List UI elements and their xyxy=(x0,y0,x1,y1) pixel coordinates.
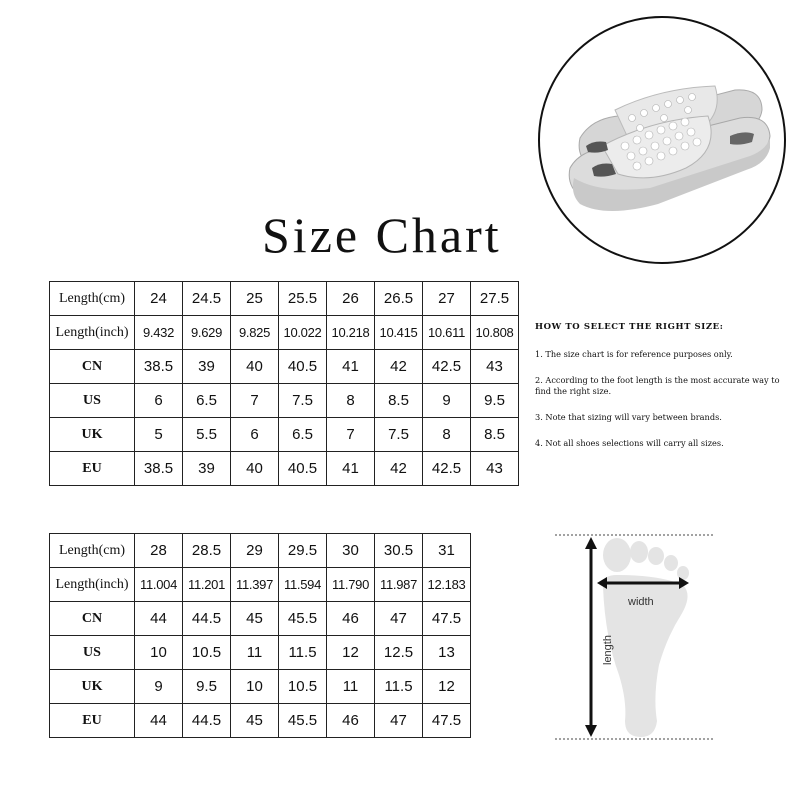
row-label: EU xyxy=(50,704,135,738)
row-label: Length(inch) xyxy=(50,568,135,602)
table-cell: 9 xyxy=(135,670,183,704)
table-cell: 6 xyxy=(231,418,279,452)
table-cell: 10 xyxy=(231,670,279,704)
size-table-2 xyxy=(49,533,471,738)
table-cell: 5.5 xyxy=(183,418,231,452)
table-row xyxy=(50,636,471,670)
table-cell: 11 xyxy=(231,636,279,670)
table-cell: 44 xyxy=(135,704,183,738)
table-row xyxy=(50,568,471,602)
table-row xyxy=(50,350,519,384)
table-cell: 24 xyxy=(135,282,183,316)
note-item: 1. The size chart is for reference purposes only. xyxy=(535,349,733,359)
table-cell: 42.5 xyxy=(423,452,471,486)
table-cell: 38.5 xyxy=(135,452,183,486)
note-item: 2. According to the foot length is the most accurate way to find the right size. xyxy=(535,375,780,396)
table-cell: 31 xyxy=(423,534,471,568)
table-cell: 47.5 xyxy=(423,602,471,636)
table-cell: 10.5 xyxy=(183,636,231,670)
table-cell: 44.5 xyxy=(183,704,231,738)
table-cell: 8.5 xyxy=(471,418,519,452)
table-cell: 9.825 xyxy=(231,316,279,350)
table-cell: 46 xyxy=(327,704,375,738)
foot-measurement-diagram xyxy=(555,525,715,745)
table-cell: 47 xyxy=(375,602,423,636)
table-cell: 7 xyxy=(231,384,279,418)
product-photo xyxy=(538,16,786,264)
table-row xyxy=(50,602,471,636)
table-cell: 45.5 xyxy=(279,602,327,636)
row-label: CN xyxy=(50,350,135,384)
row-label: UK xyxy=(50,670,135,704)
row-label: Length(cm) xyxy=(50,534,135,568)
length-label: length xyxy=(602,635,614,665)
page-title: Size Chart xyxy=(262,207,502,263)
table-cell: 12.5 xyxy=(375,636,423,670)
table-cell: 8.5 xyxy=(375,384,423,418)
table-cell: 9.629 xyxy=(183,316,231,350)
width-label: width xyxy=(628,596,654,608)
foot-outline-icon xyxy=(555,525,715,745)
slipper-photo xyxy=(540,18,784,262)
row-label: US xyxy=(50,384,135,418)
table-cell: 11.987 xyxy=(375,568,423,602)
table-cell: 42.5 xyxy=(423,350,471,384)
table-cell: 39 xyxy=(183,350,231,384)
table-cell: 29.5 xyxy=(279,534,327,568)
table-cell: 28.5 xyxy=(183,534,231,568)
table-cell: 8 xyxy=(423,418,471,452)
table-cell: 13 xyxy=(423,636,471,670)
table-cell: 43 xyxy=(471,452,519,486)
table-cell: 26.5 xyxy=(375,282,423,316)
row-label: US xyxy=(50,636,135,670)
size-guide-notes xyxy=(535,322,790,464)
table-cell: 11.397 xyxy=(231,568,279,602)
table-row xyxy=(50,418,519,452)
note-item: 4. Not all shoes selections will carry all sizes. xyxy=(535,438,724,448)
table-cell: 25 xyxy=(231,282,279,316)
table-cell: 7.5 xyxy=(375,418,423,452)
table-cell: 30 xyxy=(327,534,375,568)
table-cell: 26 xyxy=(327,282,375,316)
table-cell: 39 xyxy=(183,452,231,486)
table-cell: 5 xyxy=(135,418,183,452)
table-cell: 42 xyxy=(375,452,423,486)
table-cell: 42 xyxy=(375,350,423,384)
table-cell: 12 xyxy=(423,670,471,704)
table-cell: 11.5 xyxy=(279,636,327,670)
row-label: Length(cm) xyxy=(50,282,135,316)
table-cell: 7.5 xyxy=(279,384,327,418)
table-cell: 44.5 xyxy=(183,602,231,636)
row-label: UK xyxy=(50,418,135,452)
table-cell: 40 xyxy=(231,350,279,384)
table-row xyxy=(50,282,519,316)
foot-toes xyxy=(603,538,689,580)
table-cell: 10.611 xyxy=(423,316,471,350)
table-cell: 40.5 xyxy=(279,350,327,384)
table-cell: 11.790 xyxy=(327,568,375,602)
size-table-1 xyxy=(49,281,519,486)
table-cell: 47.5 xyxy=(423,704,471,738)
table-cell: 28 xyxy=(135,534,183,568)
table-cell: 11.201 xyxy=(183,568,231,602)
note-item: 3. Note that sizing will vary between brands. xyxy=(535,412,722,422)
table-cell: 45.5 xyxy=(279,704,327,738)
table-cell: 44 xyxy=(135,602,183,636)
table-cell: 6.5 xyxy=(279,418,327,452)
table-cell: 41 xyxy=(327,350,375,384)
table-cell: 12.183 xyxy=(423,568,471,602)
table-cell: 40.5 xyxy=(279,452,327,486)
table-cell: 41 xyxy=(327,452,375,486)
table-row xyxy=(50,384,519,418)
table-row xyxy=(50,670,471,704)
table-cell: 38.5 xyxy=(135,350,183,384)
table-cell: 10.415 xyxy=(375,316,423,350)
table-cell: 12 xyxy=(327,636,375,670)
table-cell: 30.5 xyxy=(375,534,423,568)
row-label: EU xyxy=(50,452,135,486)
row-label: Length(inch) xyxy=(50,316,135,350)
table-cell: 45 xyxy=(231,704,279,738)
table-cell: 11 xyxy=(327,670,375,704)
table-row xyxy=(50,704,471,738)
table-cell: 8 xyxy=(327,384,375,418)
table-cell: 11.004 xyxy=(135,568,183,602)
table-cell: 10.808 xyxy=(471,316,519,350)
table-cell: 46 xyxy=(327,602,375,636)
table-cell: 47 xyxy=(375,704,423,738)
notes-heading: HOW TO SELECT THE RIGHT SIZE: xyxy=(535,322,724,332)
table-row xyxy=(50,452,519,486)
table-cell: 10.022 xyxy=(279,316,327,350)
table-cell: 10.5 xyxy=(279,670,327,704)
table-cell: 9.5 xyxy=(183,670,231,704)
table-cell: 27 xyxy=(423,282,471,316)
table-cell: 6 xyxy=(135,384,183,418)
row-label: CN xyxy=(50,602,135,636)
table-cell: 9 xyxy=(423,384,471,418)
table-cell: 40 xyxy=(231,452,279,486)
table-cell: 10 xyxy=(135,636,183,670)
table-cell: 29 xyxy=(231,534,279,568)
table-row xyxy=(50,316,519,350)
table-cell: 45 xyxy=(231,602,279,636)
table-cell: 24.5 xyxy=(183,282,231,316)
table-cell: 43 xyxy=(471,350,519,384)
table-cell: 7 xyxy=(327,418,375,452)
table-cell: 10.218 xyxy=(327,316,375,350)
table-cell: 9.432 xyxy=(135,316,183,350)
table-cell: 25.5 xyxy=(279,282,327,316)
table-cell: 27.5 xyxy=(471,282,519,316)
table-cell: 11.5 xyxy=(375,670,423,704)
table-cell: 9.5 xyxy=(471,384,519,418)
table-cell: 6.5 xyxy=(183,384,231,418)
table-cell: 11.594 xyxy=(279,568,327,602)
table-row xyxy=(50,534,471,568)
